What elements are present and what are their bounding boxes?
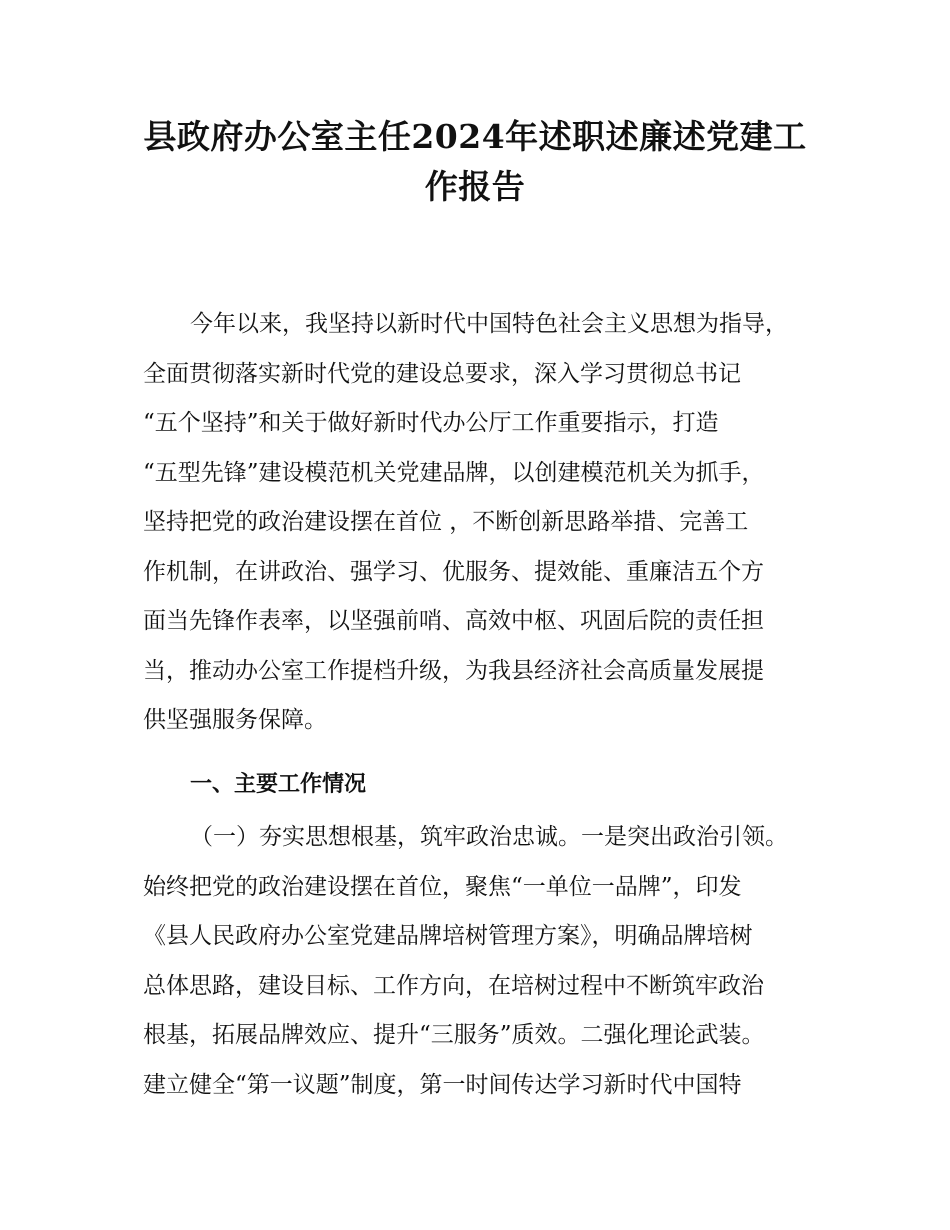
intro-line: 供坚强服务保障。 <box>143 707 327 733</box>
intro-line: 面当先锋作表率，以坚强前哨、高效中枢、巩固后院的责任担 <box>143 608 764 634</box>
intro-line: 作机制，在讲政治、强学习、优服务、提效能、重廉洁五个方 <box>143 558 764 585</box>
document-title <box>120 112 830 212</box>
intro-line: 全面贯彻落实新时代党的建设总要求，深入学习贯彻总书记 <box>143 360 741 387</box>
title-line-2: 作报告 <box>424 167 526 206</box>
section-paragraph <box>143 813 843 1110</box>
intro-paragraph <box>143 300 843 746</box>
intro-line: “五个坚持”和关于做好新时代办公厅工作重要指示，打造 <box>143 410 719 436</box>
document-body <box>143 300 843 1110</box>
intro-line: 当，推动办公室工作提档升级，为我县经济社会高质量发展提 <box>143 657 764 684</box>
title-line-1: 县政府办公室主任2024年述职述廉述党建工 <box>143 117 807 156</box>
section-line: 建立健全“第一议题”制度，第一时间传达学习新时代中国特 <box>143 1071 742 1098</box>
intro-line: 坚持把党的政治建设摆在首位 ，不断创新思路举措、完善工 <box>143 509 749 535</box>
intro-line: “五型先锋”建设模范机关党建品牌，以创建模范机关为抓手， <box>143 459 765 486</box>
intro-line: 今年以来，我坚持以新时代中国特色社会主义思想为指导， <box>190 311 788 337</box>
section-line: （一）夯实思想根基，筑牢政治忠诚。一是突出政治引领。 <box>190 824 788 850</box>
section-heading: 一、主要工作情况 <box>190 771 367 797</box>
section-line: 《县人民政府办公室党建品牌培树管理方案》，明确品牌培树 <box>143 923 753 949</box>
section-line: 根基，拓展品牌效应、提升“三服务”质效。二强化理论武装。 <box>143 1022 765 1048</box>
section-line: 总体思路，建设目标、工作方向，在培树过程中不断筑牢政治 <box>143 972 764 999</box>
section-line: 始终把党的政治建设摆在首位，聚焦“一单位一品牌”，印发 <box>143 873 742 900</box>
